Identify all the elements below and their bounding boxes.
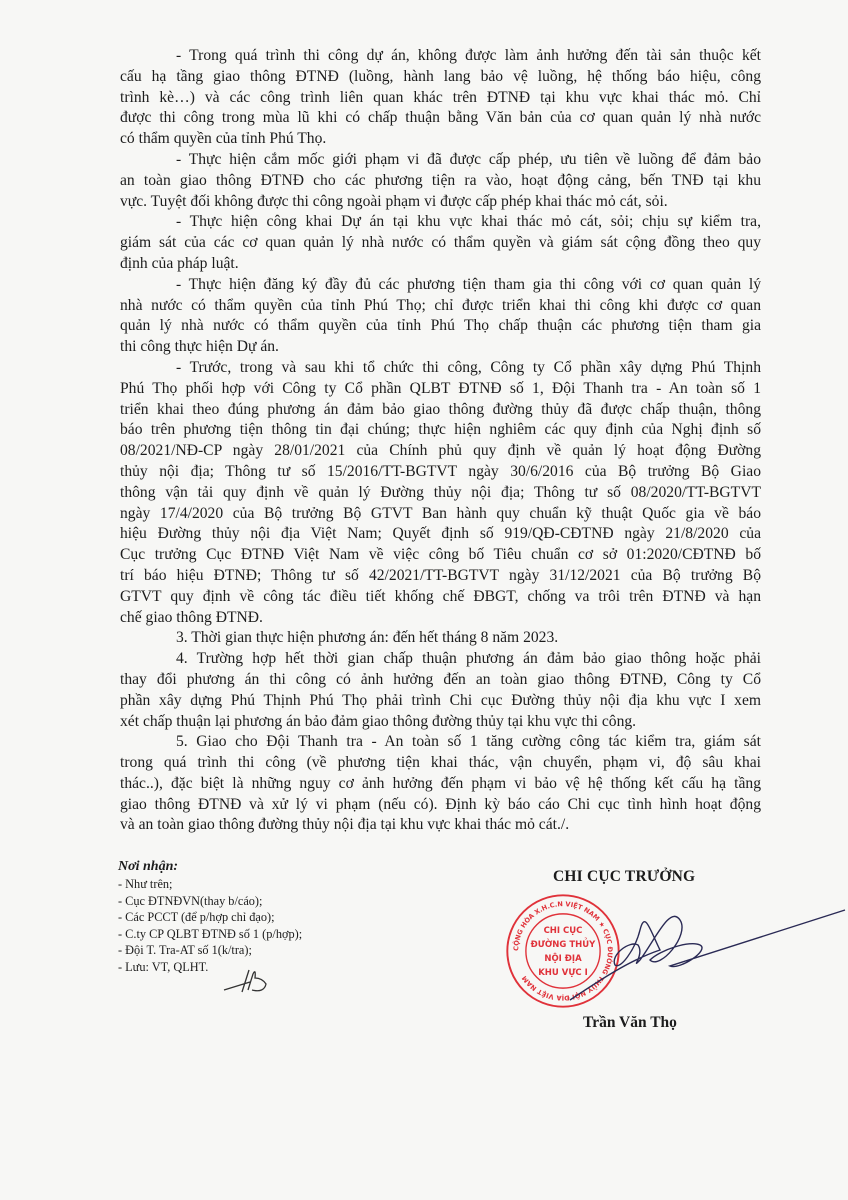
signer-name: Trần Văn Thọ (583, 1014, 677, 1031)
paragraph (120, 732, 761, 836)
recipient-item: - Cục ĐTNĐVN(thay b/cáo); (118, 893, 263, 908)
recipient-item: - Các PCCT (để p/hợp chỉ đạo); (118, 910, 275, 925)
stamp-line: ĐƯỜNG THỦY (530, 940, 596, 951)
text-line: thi công thực hiện Dự án. (120, 338, 279, 356)
text-line: 08/2021/NĐ-CP ngày 28/01/2021 của Chính phủ quy định về quản lý hoạt động Đường (120, 442, 761, 460)
text-line: - Thực hiện cắm mốc giới phạm vi đã được cấp phép, ưu tiên về luồng để đảm bảo (176, 150, 761, 168)
text-line: báo trên phương tiện thông tin đại chúng; thực hiện nghiêm các quy định của Nghị định số (120, 421, 761, 439)
recipient-item: - Lưu: VT, QLHT. (118, 959, 209, 974)
text-line: GTVT quy định về công tác điều tiết khống chế ĐBGT, chống va trôi trên ĐTNĐ và hạn (120, 587, 761, 605)
text-line: trình kè…) và các công trình liên quan khác trên ĐTNĐ tại khu vực khai thác mỏ. Chỉ (120, 88, 761, 106)
text-line: chế giao thông ĐTNĐ. (120, 608, 263, 626)
text-line: thay đổi phương án thi công có ảnh hưởng đến an toàn giao thông ĐTNĐ, Công ty Cổ (120, 670, 761, 688)
handwritten-signature (560, 900, 848, 1010)
text-line: ngày 17/4/2020 của Bộ trưởng Bộ GTVT Ban hành quy chuẩn kỹ thuật Quốc gia về báo (120, 504, 761, 522)
text-line: được thi công trong mùa lũ khi có chấp thuận bằng Văn bản của cơ quan quản lý nhà nước (120, 109, 761, 127)
stamp-ring-text: CỘNG HÒA X.H.C.N VIỆT NAM ★ CỤC ĐƯỜNG THỦY NỘI ĐỊA VIỆT NAM (512, 900, 614, 1002)
recipient-list (118, 876, 302, 976)
text-line: - Thực hiện đăng ký đầy đủ các phương tiện tham gia thi công với cơ quan quản lý (176, 275, 761, 293)
text-line: vực. Tuyệt đối không được thi công ngoài phạm vi được cấp phép khai thác mỏ cát, sỏi. (120, 192, 668, 210)
text-line: có thẩm quyền của tỉnh Phú Thọ. (120, 130, 327, 148)
text-line: thủy nội địa; Thông tư số 15/2016/TT-BGTVT ngày 30/6/2016 của Bộ trưởng Bộ Giao (120, 462, 761, 480)
text-line: định của pháp luật. (120, 254, 239, 272)
recipient-item: - Đội T. Tra-AT số 1(k/tra); (118, 943, 252, 958)
text-line: xét chấp thuận lại phương án bảo đảm giao thông đường thủy tại khu vực thi công. (120, 712, 637, 730)
text-line: thông vận tải quy định về quản lý Đường thủy nội địa; Thông tư số 08/2020/TT-BGTVT (120, 483, 761, 501)
paragraph (120, 150, 761, 212)
recipients-block (118, 858, 302, 976)
paragraph (120, 628, 761, 649)
stamp-line: NỘI ĐỊA (544, 954, 582, 965)
text-line: phần xây dựng Phú Thịnh Phú Thọ phải trình Chi cục Đường thủy nội địa khu vực I xem (120, 691, 761, 709)
text-line: - Thực hiện công khai Dự án tại khu vực khai thác mỏ cát, sỏi; chịu sự kiểm tra, (176, 213, 761, 231)
text-line: hiệu Đường thủy nội địa Việt Nam; Quyết định số 919/QĐ-CĐTNĐ ngày 21/8/2020 của (120, 525, 761, 543)
text-line: trong quá trình thi công (về phương tiện khai thác, vận chuyển, phạm vi, độ sâu khai (120, 754, 761, 772)
stamp-line: CHI CỤC (543, 926, 583, 937)
text-line: giám sát của các cơ quan quản lý nhà nước có thẩm quyền và giám sát cộng đồng theo quy (120, 234, 761, 252)
text-line: thác..), đặc biệt là những nguy cơ ảnh hưởng đến phạm vi bảo vệ hệ thống kết cấu hạ tầng (120, 774, 761, 792)
text-line: quản lý nhà nước có thẩm quyền của tỉnh Phú Thọ chấp thuận các phương tiện tham gia (120, 317, 761, 335)
text-line: triển khai theo đúng phương án đảm bảo giao thông đường thủy đã được chấp thuận, thông (120, 400, 761, 418)
recipients-title: Nơi nhận: (118, 859, 179, 874)
paragraph (120, 275, 761, 358)
paragraph (120, 649, 761, 732)
text-line: cấu hạ tầng giao thông ĐTNĐ (luồng, hành lang bảo vệ luồng, hệ thống báo hiệu, công (120, 67, 761, 85)
text-line: - Trong quá trình thi công dự án, không được làm ảnh hưởng đến tài sản thuộc kết (176, 47, 761, 64)
document-body (120, 46, 761, 836)
stamp-line: KHU VỰC I (538, 967, 588, 978)
text-line: Cục trưởng Cục ĐTNĐ Việt Nam về việc công bố Tiêu chuẩn cơ sở 01:2020/CĐTNĐ bố (120, 546, 761, 564)
paragraph (120, 46, 761, 150)
paragraph (120, 212, 761, 274)
text-line: 3. Thời gian thực hiện phương án: đến hết tháng 8 năm 2023. (176, 629, 559, 647)
recipient-item: - C.ty CP QLBT ĐTNĐ số 1 (p/hợp); (118, 926, 303, 941)
signer-title: CHI CỤC TRƯỞNG (553, 868, 696, 885)
recipient-item: - Như trên; (118, 877, 173, 891)
text-line: - Trước, trong và sau khi tổ chức thi công, Công ty Cổ phần xây dựng Phú Thịnh (176, 358, 761, 376)
text-line: trí báo hiệu ĐTNĐ; Thông tư số 42/2021/TT-BGTVT ngày 31/12/2021 của Bộ trưởng Bộ (120, 566, 761, 584)
text-line: nhà nước có thẩm quyền của tỉnh Phú Thọ; chỉ được triển khai thi công khi được cơ quan (120, 296, 761, 314)
text-line: giao thông ĐTNĐ và xử lý vi phạm (nếu có). Định kỳ báo cáo Chi cục tình hình hoạt động (120, 795, 761, 813)
text-line: 5. Giao cho Đội Thanh tra - An toàn số 1 tăng cường công tác kiểm tra, giám sát (176, 733, 761, 751)
text-line: Phú Thọ phối hợp với Công ty Cổ phần QLBT ĐTNĐ số 1, Đội Thanh tra - An toàn số 1 (120, 379, 761, 397)
text-line: và an toàn giao thông đường thủy nội địa tại khu vực khai thác mỏ cát./. (120, 816, 570, 834)
text-line: 4. Trường hợp hết thời gian chấp thuận phương án đảm bảo giao thông hoặc phải (176, 650, 761, 668)
text-line: an toàn giao thông ĐTNĐ cho các phương tiện ra vào, hoạt động cảng, bến TNĐ tại khu (120, 171, 761, 189)
initial-signature (222, 966, 272, 996)
paragraph (120, 358, 761, 628)
